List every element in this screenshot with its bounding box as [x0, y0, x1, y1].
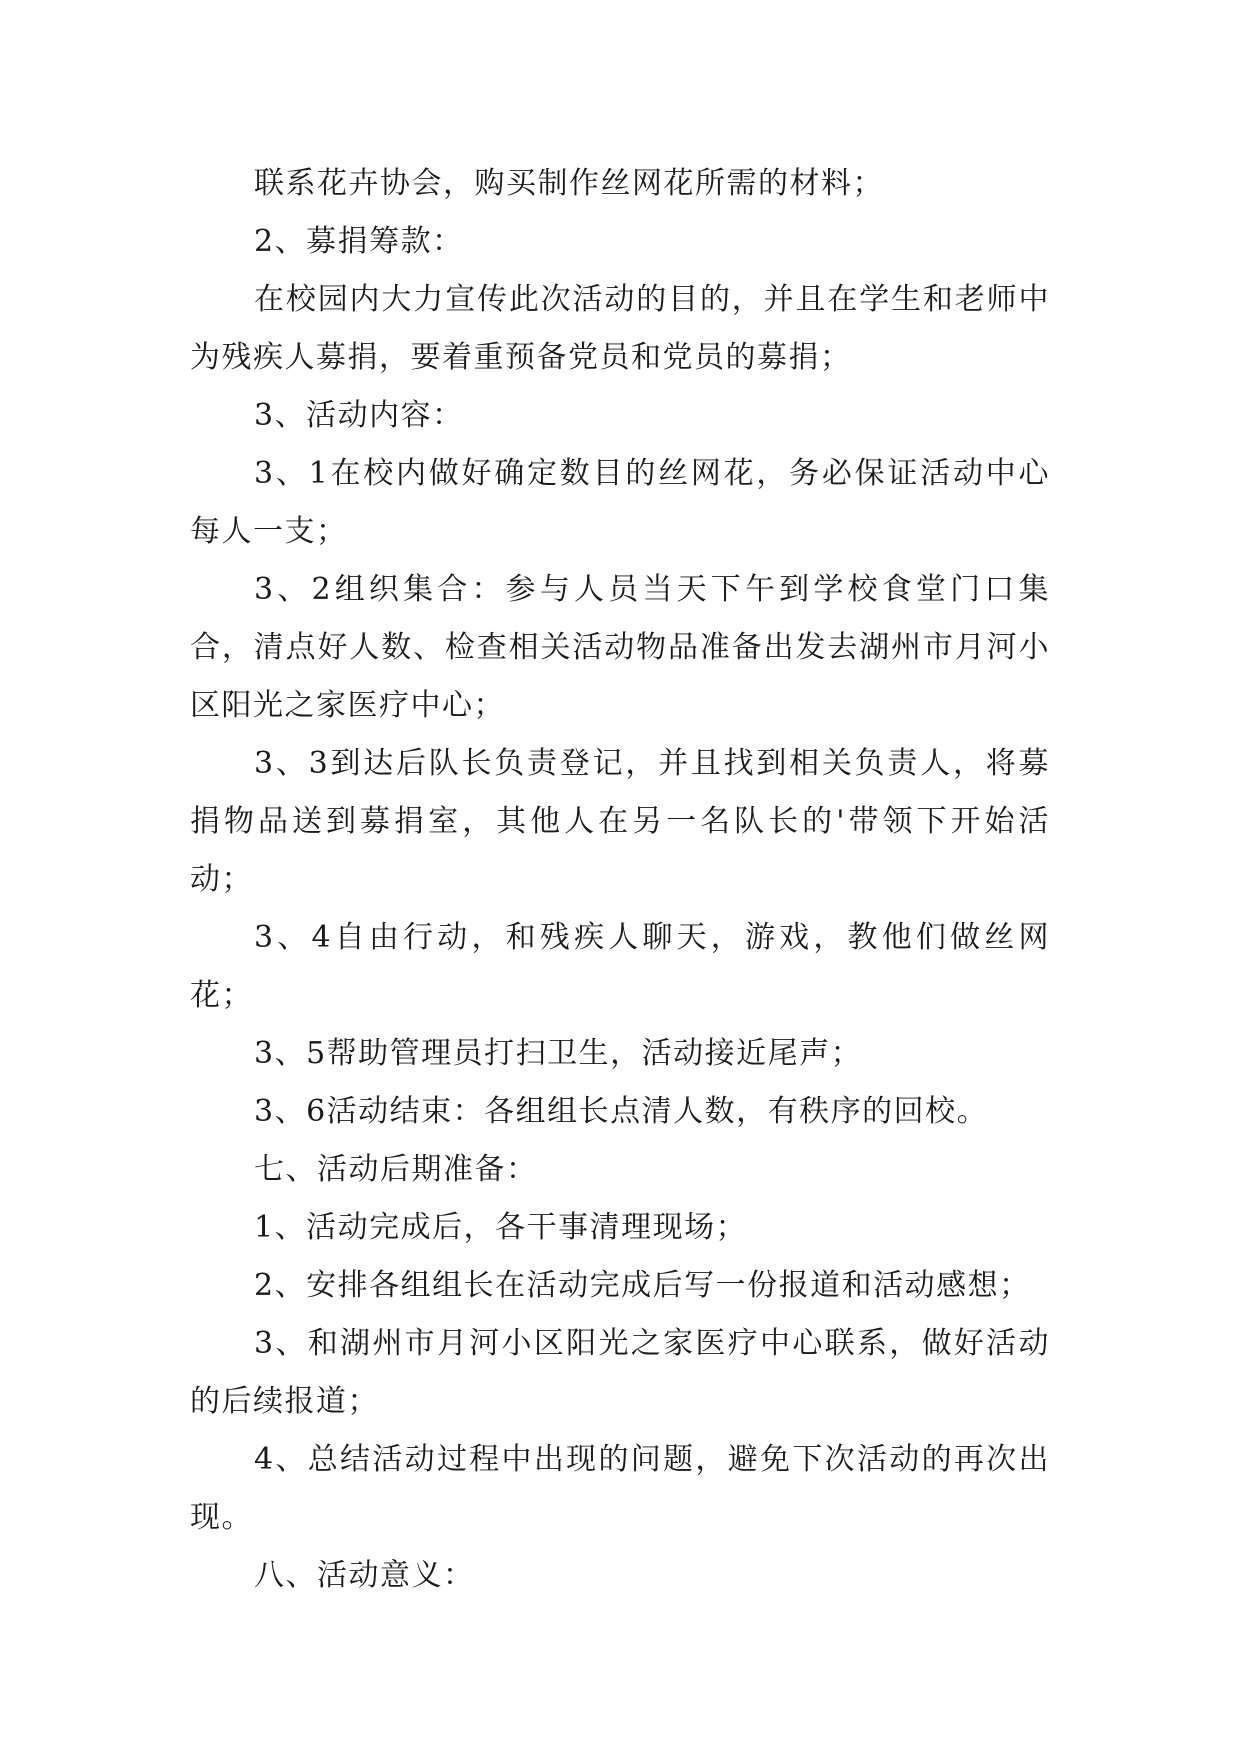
heading-significance: 八、活动意义： — [254, 1558, 475, 1593]
paragraph-item-3-4: 3、4自由行动，和残疾人聊天，游戏，教他们做丝网花； — [190, 920, 1050, 1013]
heading-activity-content: 3、活动内容： — [254, 398, 464, 433]
paragraph-item-3-3: 3、3到达后队长负责登记，并且找到相关负责人，将募捐物品送到募捐室，其他人在另一名队长的'带领下开始活动； — [190, 746, 1050, 897]
paragraph-materials: 联系花卉协会，购买制作丝网花所需的材料； — [254, 166, 884, 201]
paragraph-item-3-1: 3、1在校内做好确定数目的丝网花，务必保证活动中心每人一支； — [190, 456, 1050, 549]
paragraph-post-4: 4、总结活动过程中出现的问题，避免下次活动的再次出现。 — [190, 1442, 1050, 1535]
paragraph-post-1: 1、活动完成后，各干事清理现场； — [254, 1210, 748, 1245]
paragraph-fundraising: 在校园内大力宣传此次活动的目的，并且在学生和老师中为残疾人募捐，要着重预备党员和党员的募捐； — [190, 282, 1050, 375]
paragraph-item-3-5: 3、5帮助管理员打扫卫生，活动接近尾声； — [254, 1036, 863, 1071]
paragraph-item-3-6: 3、6活动结束：各组组长点清人数，有秩序的回校。 — [254, 1094, 989, 1129]
heading-post-activity: 七、活动后期准备： — [254, 1152, 538, 1187]
paragraph-item-3-2: 3、2组织集合：参与人员当天下午到学校食堂门口集合，清点好人数、检查相关活动物品准备出发去湖州市月河小区阳光之家医疗中心； — [190, 572, 1050, 723]
paragraph-post-2: 2、安排各组组长在活动完成后写一份报道和活动感想； — [254, 1268, 1031, 1303]
paragraph-post-3: 3、和湖州市月河小区阳光之家医疗中心联系，做好活动的后续报道； — [190, 1326, 1050, 1419]
document-body — [190, 155, 1050, 1605]
heading-fundraising: 2、募捐筹款： — [254, 224, 464, 259]
